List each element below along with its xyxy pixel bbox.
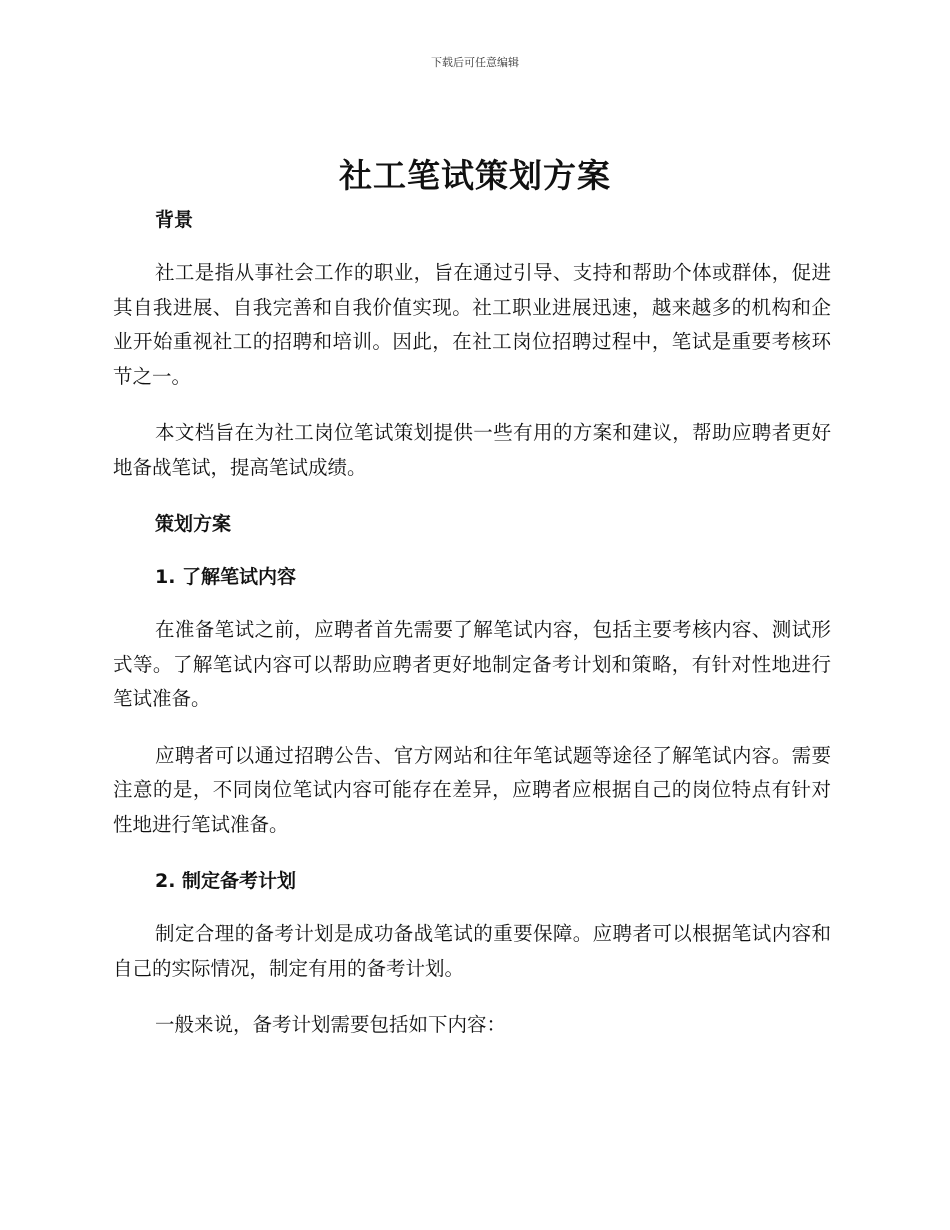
paragraph-step1-1: 在准备笔试之前，应聘者首先需要了解笔试内容，包括主要考核内容、测试形式等。了解笔试内容可以帮助应聘者更好地制定备考计划和策略，有针对性地进行笔试准备。 xyxy=(113,618,831,710)
section-heading-background: 背景 xyxy=(155,209,194,231)
paragraph-background-2: 本文档旨在为社工岗位笔试策划提供一些有用的方案和建议，帮助应聘者更好地备战笔试，提高笔试成绩。 xyxy=(113,421,831,479)
subsection-heading-step1: 1. 了解笔试内容 xyxy=(155,566,297,588)
paragraph-step2-2: 一般来说，备考计划需要包括如下内容： xyxy=(155,1013,507,1036)
paragraph-step1-2: 应聘者可以通过招聘公告、官方网站和往年笔试题等途径了解笔试内容。需要注意的是，不同岗位笔试内容可能存在差异，应聘者应根据自己的岗位特点有针对性地进行笔试准备。 xyxy=(113,743,831,836)
section-heading-plan: 策划方案 xyxy=(155,513,232,535)
document-title: 社工笔试策划方案 xyxy=(339,156,611,195)
document-body xyxy=(113,203,831,1043)
paragraph-background-1: 社工是指从事社会工作的职业，旨在通过引导、支持和帮助个体或群体，促进其自我进展、自我完善和自我价值实现。社工职业进展迅速，越来越多的机构和企业开始重视社工的招聘和培训。因此，在社工岗位招聘过程中，笔试是重要考核环节之一。 xyxy=(113,261,831,388)
subsection-heading-step2: 2. 制定备考计划 xyxy=(155,870,297,892)
paragraph-step2-1: 制定合理的备考计划是成功备战笔试的重要保障。应聘者可以根据笔试内容和自己的实际情况，制定有用的备考计划。 xyxy=(113,922,831,980)
header-note: 下载后可任意编辑 xyxy=(431,56,519,69)
